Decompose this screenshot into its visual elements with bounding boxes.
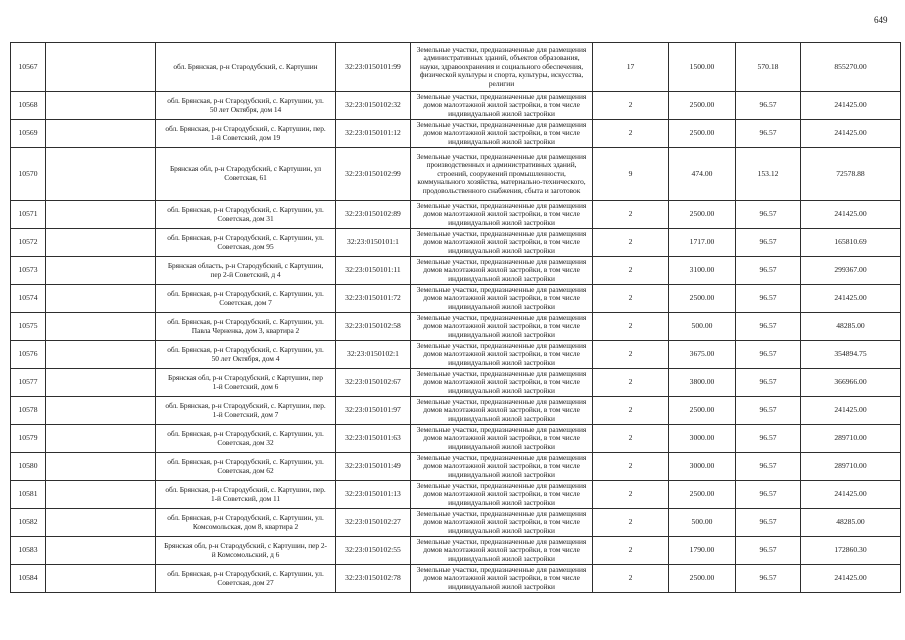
rate-value: 96.57 bbox=[736, 425, 801, 453]
land-use-description: Земельные участки, предназначенные для размещения домов малоэтажной жилой застройки, в том числе индивидуальной жилой застройки bbox=[411, 481, 593, 509]
area-value: 2500.00 bbox=[669, 92, 736, 120]
area-value: 1500.00 bbox=[669, 43, 736, 92]
parcel-id: 10575 bbox=[11, 313, 46, 341]
category-code: 2 bbox=[593, 92, 669, 120]
address-cell: обл. Брянская, р-н Стародубский, с. Картушин, ул. Советская, дом 32 bbox=[156, 425, 336, 453]
category-code: 2 bbox=[593, 537, 669, 565]
rate-value: 96.57 bbox=[736, 285, 801, 313]
cadastral-value: 241425.00 bbox=[801, 481, 901, 509]
table-row bbox=[11, 201, 901, 229]
table-row bbox=[11, 537, 901, 565]
category-code: 2 bbox=[593, 565, 669, 593]
address-cell: обл. Брянская, р-н Стародубский, с. Картушин bbox=[156, 43, 336, 92]
parcel-id: 10568 bbox=[11, 92, 46, 120]
table-row bbox=[11, 313, 901, 341]
cadastral-number: 32:23:0150101:1 bbox=[336, 229, 411, 257]
cadastral-value: 241425.00 bbox=[801, 120, 901, 148]
rate-value: 96.57 bbox=[736, 92, 801, 120]
parcel-id: 10571 bbox=[11, 201, 46, 229]
table-row bbox=[11, 229, 901, 257]
cadastral-value: 241425.00 bbox=[801, 285, 901, 313]
rate-value: 96.57 bbox=[736, 341, 801, 369]
table-row bbox=[11, 148, 901, 201]
area-value: 500.00 bbox=[669, 509, 736, 537]
address-cell: обл. Брянская, р-н Стародубский, с. Картушин, ул. Павла Черненка, дом 3, квартира 2 bbox=[156, 313, 336, 341]
parcel-id: 10576 bbox=[11, 341, 46, 369]
empty-cell bbox=[46, 313, 156, 341]
area-value: 474.00 bbox=[669, 148, 736, 201]
category-code: 2 bbox=[593, 120, 669, 148]
rate-value: 96.57 bbox=[736, 201, 801, 229]
parcel-id: 10583 bbox=[11, 537, 46, 565]
table-row bbox=[11, 92, 901, 120]
cadastral-number: 32:23:0150102:32 bbox=[336, 92, 411, 120]
category-code: 2 bbox=[593, 369, 669, 397]
table-row bbox=[11, 481, 901, 509]
category-code: 2 bbox=[593, 341, 669, 369]
category-code: 2 bbox=[593, 229, 669, 257]
area-value: 3800.00 bbox=[669, 369, 736, 397]
area-value: 500.00 bbox=[669, 313, 736, 341]
empty-cell bbox=[46, 537, 156, 565]
cadastral-value: 289710.00 bbox=[801, 425, 901, 453]
land-use-description: Земельные участки, предназначенные для размещения домов малоэтажной жилой застройки, в том числе индивидуальной жилой застройки bbox=[411, 537, 593, 565]
table-row bbox=[11, 397, 901, 425]
land-use-description: Земельные участки, предназначенные для размещения домов малоэтажной жилой застройки, в том числе индивидуальной жилой застройки bbox=[411, 120, 593, 148]
cadastral-number: 32:23:0150102:78 bbox=[336, 565, 411, 593]
rate-value: 96.57 bbox=[736, 369, 801, 397]
empty-cell bbox=[46, 257, 156, 285]
table-row bbox=[11, 120, 901, 148]
cadastral-number: 32:23:0150101:99 bbox=[336, 43, 411, 92]
area-value: 3000.00 bbox=[669, 453, 736, 481]
parcel-id: 10577 bbox=[11, 369, 46, 397]
address-cell: обл. Брянская, р-н Стародубский, с. Картушин, пер. 1-й Советский, дом 19 bbox=[156, 120, 336, 148]
empty-cell bbox=[46, 120, 156, 148]
address-cell: обл. Брянская, р-н Стародубский, с. Картушин, ул. Советская, дом 7 bbox=[156, 285, 336, 313]
land-use-description: Земельные участки, предназначенные для размещения домов малоэтажной жилой застройки, в том числе индивидуальной жилой застройки bbox=[411, 341, 593, 369]
cadastral-value: 241425.00 bbox=[801, 565, 901, 593]
address-cell: обл. Брянская, р-н Стародубский, с. Картушин, ул. Советская, дом 27 bbox=[156, 565, 336, 593]
category-code: 2 bbox=[593, 509, 669, 537]
address-cell: обл. Брянская, р-н Стародубский, с. Картушин, ул. 50 лет Октября, дом 14 bbox=[156, 92, 336, 120]
parcel-id: 10580 bbox=[11, 453, 46, 481]
rate-value: 96.57 bbox=[736, 120, 801, 148]
empty-cell bbox=[46, 425, 156, 453]
cadastral-value: 165810.69 bbox=[801, 229, 901, 257]
cadastral-number: 32:23:0150101:13 bbox=[336, 481, 411, 509]
cadastral-number: 32:23:0150101:12 bbox=[336, 120, 411, 148]
empty-cell bbox=[46, 285, 156, 313]
category-code: 2 bbox=[593, 397, 669, 425]
rate-value: 96.57 bbox=[736, 481, 801, 509]
table-row bbox=[11, 341, 901, 369]
cadastral-value: 299367.00 bbox=[801, 257, 901, 285]
category-code: 2 bbox=[593, 313, 669, 341]
land-use-description: Земельные участки, предназначенные для размещения домов малоэтажной жилой застройки, в том числе индивидуальной жилой застройки bbox=[411, 397, 593, 425]
rate-value: 570.18 bbox=[736, 43, 801, 92]
cadastral-number: 32:23:0150101:97 bbox=[336, 397, 411, 425]
area-value: 2500.00 bbox=[669, 565, 736, 593]
land-use-description: Земельные участки, предназначенные для размещения домов малоэтажной жилой застройки, в том числе индивидуальной жилой застройки bbox=[411, 285, 593, 313]
cadastral-number: 32:23:0150102:89 bbox=[336, 201, 411, 229]
land-use-description: Земельные участки, предназначенные для размещения домов малоэтажной жилой застройки, в том числе индивидуальной жилой застройки bbox=[411, 313, 593, 341]
rate-value: 96.57 bbox=[736, 229, 801, 257]
parcel-id: 10567 bbox=[11, 43, 46, 92]
empty-cell bbox=[46, 43, 156, 92]
empty-cell bbox=[46, 481, 156, 509]
page-number: 649 bbox=[874, 15, 888, 25]
parcel-id: 10582 bbox=[11, 509, 46, 537]
table-row bbox=[11, 43, 901, 92]
address-cell: обл. Брянская, р-н Стародубский, с. Картушин, ул. Комсомольская, дом 8, квартира 2 bbox=[156, 509, 336, 537]
table-row bbox=[11, 257, 901, 285]
parcel-id: 10573 bbox=[11, 257, 46, 285]
empty-cell bbox=[46, 341, 156, 369]
land-parcel-table bbox=[10, 42, 901, 593]
address-cell: Брянская обл, р-н Стародубский, с Картушин, пер 1-й Советский, дом 6 bbox=[156, 369, 336, 397]
table-row bbox=[11, 425, 901, 453]
cadastral-number: 32:23:0150101:63 bbox=[336, 425, 411, 453]
cadastral-number: 32:23:0150102:55 bbox=[336, 537, 411, 565]
category-code: 2 bbox=[593, 201, 669, 229]
parcel-id: 10579 bbox=[11, 425, 46, 453]
parcel-id: 10569 bbox=[11, 120, 46, 148]
land-use-description: Земельные участки, предназначенные для размещения домов малоэтажной жилой застройки, в том числе индивидуальной жилой застройки bbox=[411, 257, 593, 285]
area-value: 2500.00 bbox=[669, 481, 736, 509]
cadastral-value: 172860.30 bbox=[801, 537, 901, 565]
land-use-description: Земельные участки, предназначенные для размещения домов малоэтажной жилой застройки, в том числе индивидуальной жилой застройки bbox=[411, 509, 593, 537]
parcel-id: 10581 bbox=[11, 481, 46, 509]
cadastral-number: 32:23:0150101:72 bbox=[336, 285, 411, 313]
land-use-description: Земельные участки, предназначенные для размещения домов малоэтажной жилой застройки, в том числе индивидуальной жилой застройки bbox=[411, 565, 593, 593]
land-use-description: Земельные участки, предназначенные для размещения производственных и административных зданий, строений, сооружений промышленности, коммунального хозяйства, материально-технического, продовольственного снабжения, сбыта и заготовок bbox=[411, 148, 593, 201]
land-use-description: Земельные участки, предназначенные для размещения домов малоэтажной жилой застройки, в том числе индивидуальной жилой застройки bbox=[411, 229, 593, 257]
table-row bbox=[11, 565, 901, 593]
area-value: 3100.00 bbox=[669, 257, 736, 285]
empty-cell bbox=[46, 92, 156, 120]
land-use-description: Земельные участки, предназначенные для размещения домов малоэтажной жилой застройки, в том числе индивидуальной жилой застройки bbox=[411, 369, 593, 397]
parcel-id: 10572 bbox=[11, 229, 46, 257]
parcel-id: 10578 bbox=[11, 397, 46, 425]
parcel-id: 10574 bbox=[11, 285, 46, 313]
cadastral-number: 32:23:0150102:27 bbox=[336, 509, 411, 537]
rate-value: 96.57 bbox=[736, 509, 801, 537]
area-value: 2500.00 bbox=[669, 285, 736, 313]
table-row bbox=[11, 509, 901, 537]
cadastral-value: 241425.00 bbox=[801, 92, 901, 120]
category-code: 9 bbox=[593, 148, 669, 201]
land-use-description: Земельные участки, предназначенные для размещения домов малоэтажной жилой застройки, в том числе индивидуальной жилой застройки bbox=[411, 92, 593, 120]
cadastral-value: 855270.00 bbox=[801, 43, 901, 92]
category-code: 17 bbox=[593, 43, 669, 92]
area-value: 1790.00 bbox=[669, 537, 736, 565]
rate-value: 96.57 bbox=[736, 257, 801, 285]
address-cell: Брянская обл, р-н Стародубский, с Картушин, ул Советская, 61 bbox=[156, 148, 336, 201]
rate-value: 96.57 bbox=[736, 537, 801, 565]
address-cell: обл. Брянская, р-н Стародубский, с. Картушин, ул. Советская, дом 95 bbox=[156, 229, 336, 257]
cadastral-value: 241425.00 bbox=[801, 397, 901, 425]
category-code: 2 bbox=[593, 285, 669, 313]
cadastral-value: 289710.00 bbox=[801, 453, 901, 481]
cadastral-value: 366966.00 bbox=[801, 369, 901, 397]
land-use-description: Земельные участки, предназначенные для размещения домов малоэтажной жилой застройки, в том числе индивидуальной жилой застройки bbox=[411, 201, 593, 229]
empty-cell bbox=[46, 148, 156, 201]
address-cell: обл. Брянская, р-н Стародубский, с. Картушин, ул. Советская, дом 62 bbox=[156, 453, 336, 481]
category-code: 2 bbox=[593, 481, 669, 509]
area-value: 2500.00 bbox=[669, 201, 736, 229]
rate-value: 96.57 bbox=[736, 397, 801, 425]
address-cell: обл. Брянская, р-н Стародубский, с. Картушин, пер. 1-й Советский, дом 11 bbox=[156, 481, 336, 509]
empty-cell bbox=[46, 509, 156, 537]
rate-value: 96.57 bbox=[736, 313, 801, 341]
empty-cell bbox=[46, 229, 156, 257]
table-body bbox=[11, 43, 901, 593]
cadastral-value: 241425.00 bbox=[801, 201, 901, 229]
cadastral-number: 32:23:0150101:49 bbox=[336, 453, 411, 481]
rate-value: 96.57 bbox=[736, 453, 801, 481]
cadastral-number: 32:23:0150102:99 bbox=[336, 148, 411, 201]
rate-value: 153.12 bbox=[736, 148, 801, 201]
land-use-description: Земельные участки, предназначенные для размещения домов малоэтажной жилой застройки, в том числе индивидуальной жилой застройки bbox=[411, 453, 593, 481]
rate-value: 96.57 bbox=[736, 565, 801, 593]
cadastral-value: 48285.00 bbox=[801, 313, 901, 341]
cadastral-number: 32:23:0150102:1 bbox=[336, 341, 411, 369]
area-value: 3675.00 bbox=[669, 341, 736, 369]
parcel-id: 10570 bbox=[11, 148, 46, 201]
land-use-description: Земельные участки, предназначенные для размещения домов малоэтажной жилой застройки, в том числе индивидуальной жилой застройки bbox=[411, 425, 593, 453]
empty-cell bbox=[46, 397, 156, 425]
category-code: 2 bbox=[593, 257, 669, 285]
empty-cell bbox=[46, 201, 156, 229]
category-code: 2 bbox=[593, 425, 669, 453]
cadastral-number: 32:23:0150101:11 bbox=[336, 257, 411, 285]
area-value: 2500.00 bbox=[669, 120, 736, 148]
table-row bbox=[11, 285, 901, 313]
address-cell: Брянская область, р-н Стародубский, с Картушин, пер 2-й Советский, д 4 bbox=[156, 257, 336, 285]
empty-cell bbox=[46, 369, 156, 397]
cadastral-value: 354894.75 bbox=[801, 341, 901, 369]
address-cell: обл. Брянская, р-н Стародубский, с. Картушин, ул. 50 лет Октября, дом 4 bbox=[156, 341, 336, 369]
table-row bbox=[11, 453, 901, 481]
category-code: 2 bbox=[593, 453, 669, 481]
empty-cell bbox=[46, 453, 156, 481]
cadastral-value: 72578.88 bbox=[801, 148, 901, 201]
parcel-id: 10584 bbox=[11, 565, 46, 593]
area-value: 3000.00 bbox=[669, 425, 736, 453]
address-cell: Брянская обл, р-н Стародубский, с Картушин, пер 2- й Комсомольский, д 6 bbox=[156, 537, 336, 565]
empty-cell bbox=[46, 565, 156, 593]
address-cell: обл. Брянская, р-н Стародубский, с. Картушин, ул. Советская, дом 31 bbox=[156, 201, 336, 229]
cadastral-number: 32:23:0150102:67 bbox=[336, 369, 411, 397]
table-row bbox=[11, 369, 901, 397]
land-use-description: Земельные участки, предназначенные для размещения административных зданий, объектов образования, науки, здравоохранения и социального обеспечения, физической культуры и спорта, культуры, искусства, религии bbox=[411, 43, 593, 92]
cadastral-value: 48285.00 bbox=[801, 509, 901, 537]
area-value: 1717.00 bbox=[669, 229, 736, 257]
area-value: 2500.00 bbox=[669, 397, 736, 425]
address-cell: обл. Брянская, р-н Стародубский, с. Картушин, пер. 1-й Советский, дом 7 bbox=[156, 397, 336, 425]
cadastral-number: 32:23:0150102:58 bbox=[336, 313, 411, 341]
